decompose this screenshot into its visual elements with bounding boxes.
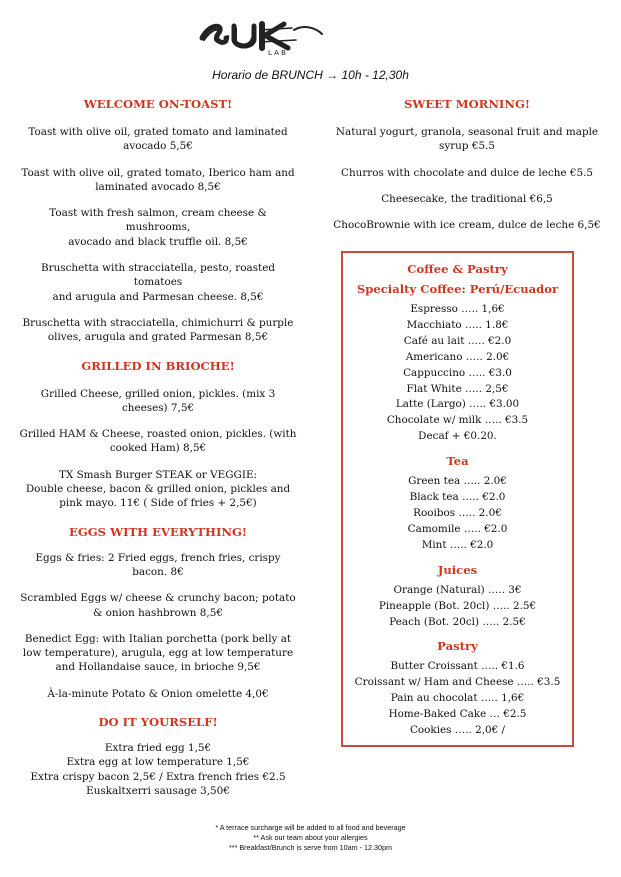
section-title-juices: Juices (437, 562, 478, 577)
list-item: Butter Croissant ….. €1.6 (390, 660, 525, 673)
list-item: Mint ….. €2.0 (421, 538, 494, 551)
section-title-tea: Tea (446, 454, 469, 469)
menu-item: ChocoBrownie with ice cream, dulce de leche 6,5€ (333, 219, 601, 232)
list-item: Café au lait ….. €2.0 (403, 334, 512, 347)
list-item: Chocolate w/ milk ….. €3.5 (386, 414, 529, 427)
menu-item: Bruschetta with stracciatella, pesto, roasted tomatoes and arugula and Parmesan cheese. 8,5€ (40, 262, 276, 303)
list-item: Cappuccino ….. €3.0 (403, 366, 512, 379)
menu-item: Churros with chocolate and dulce de leche €5.5 (341, 166, 593, 179)
list-item: Pain au chocolat ….. 1,6€ (390, 692, 525, 705)
menu-item: Toast with olive oil, grated tomato, Iberico ham and laminated avocado 8,5€ (21, 166, 295, 193)
left-column (16, 97, 300, 798)
list-item: Espresso ….. 1,6€ (410, 303, 505, 315)
menu-item: Cheesecake, the traditional €6,5 (381, 192, 553, 205)
list-item: Black tea ….. €2.0 (409, 491, 506, 504)
list-item: Green tea ….. 2.0€ (408, 475, 507, 488)
menu-item: Natural yogurt, granola, seasonal fruit and maple syrup €5.5 (335, 126, 599, 153)
section-title-eggs: EGGS WITH EVERYTHING! (69, 524, 247, 539)
footer-note: *** Breakfast/Brunch is serve from 10am - 12.30pm (229, 843, 392, 852)
menu-item: TX Smash Burger STEAK or VEGGIE: Double cheese, bacon & grilled onion, pickles and pink mayo. 11€ ( Side of fries + 2,5€) (25, 468, 291, 510)
footer-notes (0, 823, 621, 853)
menu-item: Toast with olive oil, grated tomato and laminated avocado 5,5€ (28, 126, 288, 153)
brunch-hours: Horario de BRUNCH → 10h - 12,30h (212, 68, 409, 82)
section-title-welcome: WELCOME ON-TOAST! (83, 97, 233, 111)
coffee-pastry-box (341, 251, 574, 747)
list-item: Cookies ….. 2,0€ / (409, 724, 506, 737)
list-item: Orange (Natural) ….. 3€ (393, 583, 522, 596)
list-item: Croissant w/ Ham and Cheese ….. €3.5 (354, 676, 561, 689)
menu-item: À-la-minute Potato & Onion omelette 4,0€ (47, 687, 269, 700)
menu-item: Extra egg at low temperature 1,5€ (66, 756, 250, 769)
list-item: Pineapple (Bot. 20cl) ….. 2.5€ (378, 599, 537, 612)
section-title-pastry: Pastry (437, 639, 478, 654)
list-item: Home-Baked Cake … €2.5 (388, 708, 527, 721)
list-item: Americano ….. 2.0€ (405, 350, 510, 363)
section-title-coffee-pastry: Coffee & Pastry (407, 262, 508, 276)
footer-note: ** Ask our team about your allergies (253, 833, 368, 842)
menu-item: Benedict Egg: with Italian porchetta (pork belly at low temperature), arugula, egg at low temperature and Hollandaise sauce, in brioche 9,5€ (22, 632, 294, 674)
menu-item: Euskaltxerri sausage 3,50€ (86, 784, 230, 797)
menu-item: Grilled Cheese, grilled onion, pickles. (mix 3 cheeses) 7,5€ (40, 387, 276, 414)
suk-lab-logo (196, 16, 326, 56)
list-item: Peach (Bot. 20cl) ….. 2.5€ (389, 615, 526, 628)
menu-item: Grilled HAM & Cheese, roasted onion, pickles. (with cooked Ham) 8,5€ (19, 428, 297, 455)
menu-item: Extra fried egg 1,5€ (104, 742, 212, 755)
footer-note: * A terrace surcharge will be added to all food and beverage (215, 823, 406, 832)
section-title-diy: DO IT YOURSELF! (98, 715, 218, 730)
logo-lab-text: L A B (268, 49, 286, 56)
list-item: Latte (Largo) ….. €3.00 (395, 398, 520, 411)
right-column (326, 97, 608, 232)
menu-item: Eggs & fries: 2 Fried eggs, french fries, crispy bacon. 8€ (35, 551, 281, 578)
list-item: Camomile ….. €2.0 (407, 522, 508, 535)
section-title-grilled: GRILLED IN BRIOCHE! (81, 358, 235, 373)
section-title-sweet: SWEET MORNING! (404, 97, 530, 111)
list-item: Flat White ….. 2,5€ (406, 382, 509, 395)
list-item: Macchiato ….. 1.8€ (406, 318, 509, 331)
section-title-specialty-coffee: Specialty Coffee: Perú/Ecuador (356, 282, 559, 296)
list-item: Decaf + €0.20. (418, 430, 497, 443)
menu-item: Extra crispy bacon 2,5€ / Extra french fries €2.5 (30, 770, 286, 783)
menu-item: Bruschetta with stracciatella, chimichurri & purple olives, arugula and grated Parmesan 8,5€ (22, 316, 294, 344)
menu-item: Scrambled Eggs w/ cheese & crunchy bacon; potato & onion hashbrown 8,5€ (20, 592, 296, 619)
list-item: Rooibos ….. 2.0€ (413, 506, 502, 519)
logo-brush-mark (196, 16, 326, 56)
menu-item: Toast with fresh salmon, cream cheese & mushrooms, avocado and black truffle oil. 8,5€ (49, 207, 267, 248)
